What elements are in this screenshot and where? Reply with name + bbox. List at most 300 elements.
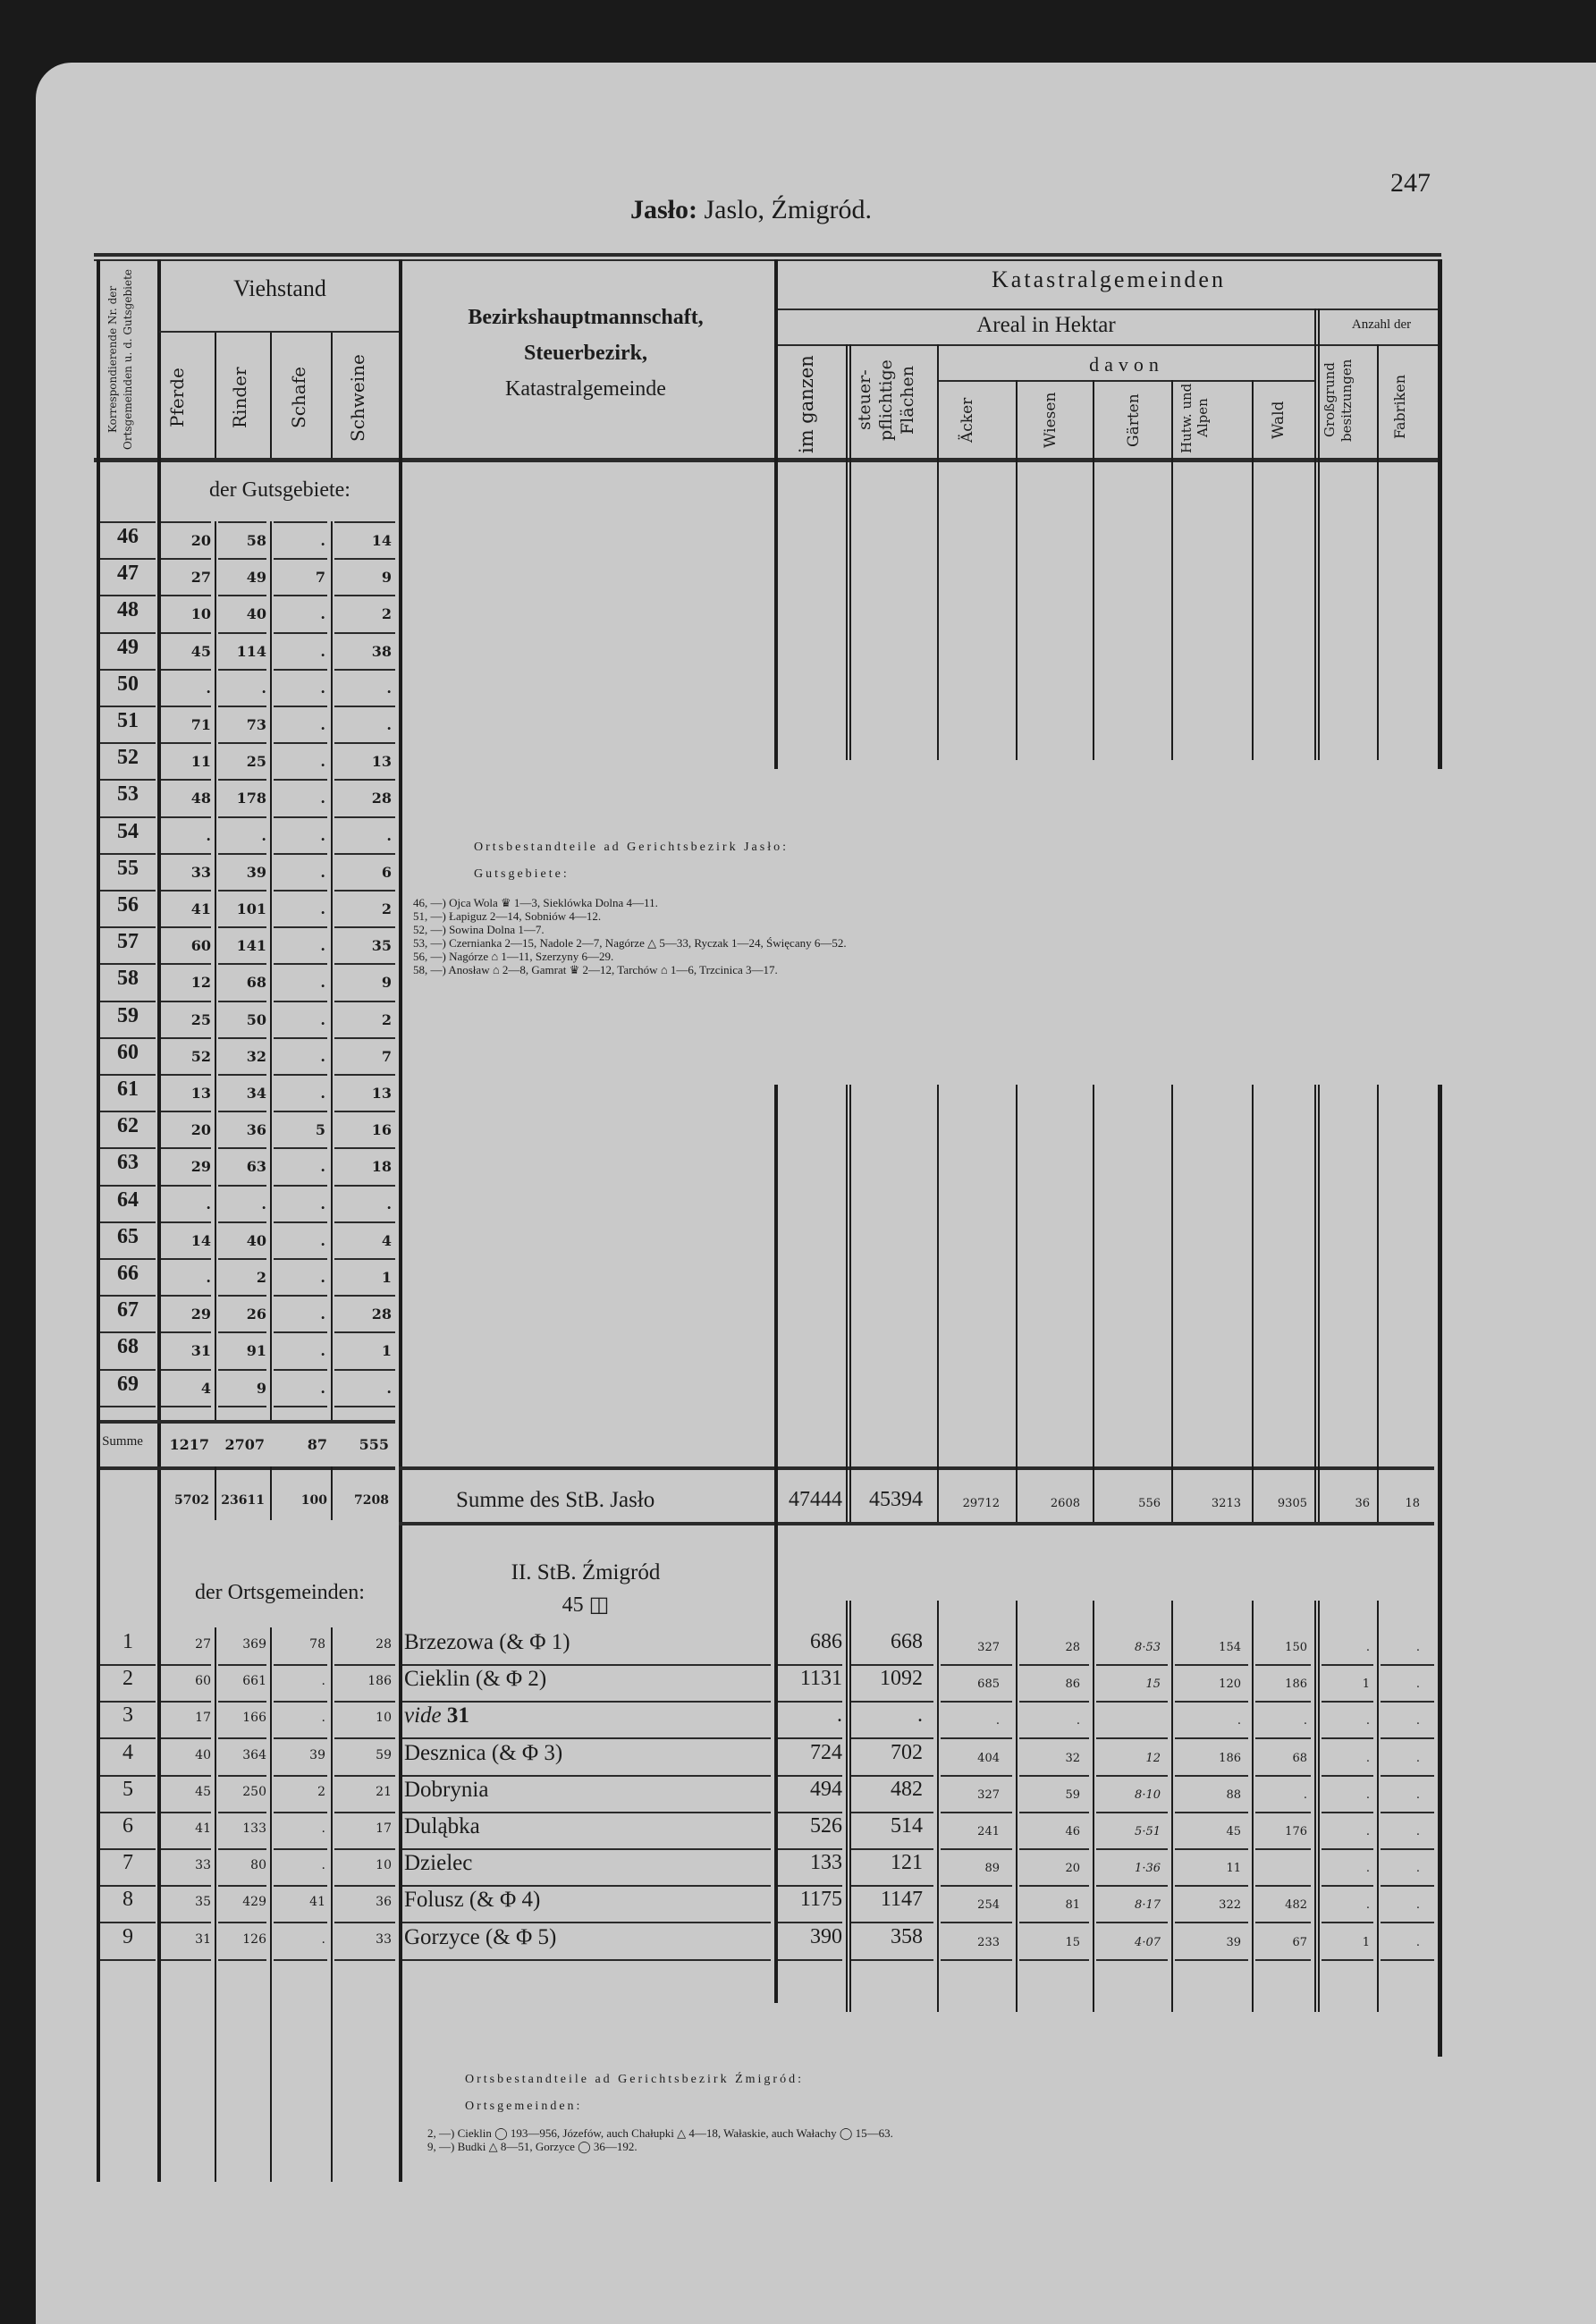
grid-hline	[1255, 1664, 1311, 1666]
grid-hline	[334, 558, 395, 560]
cell-rinder: 661	[242, 1674, 266, 1688]
grid-hline	[334, 706, 395, 707]
cell-rinder: 63	[246, 1158, 266, 1175]
grid-hline	[218, 1812, 266, 1813]
grid-hline	[161, 1406, 211, 1407]
cell-rinder: .	[261, 680, 266, 697]
cell-aecker: 327	[977, 1641, 1000, 1654]
grid-hline	[778, 1664, 842, 1666]
cell-schafe: .	[320, 827, 325, 844]
grid-vline	[1438, 259, 1442, 769]
header-aecker: Äcker	[958, 397, 976, 444]
cell-pferde: 31	[190, 1342, 211, 1359]
grid-vline	[1318, 1466, 1320, 1522]
grid-hline	[334, 779, 395, 781]
grid-hline	[100, 816, 156, 818]
grid-hline	[1019, 1701, 1089, 1703]
katastralgemeinde-name: Duląbka	[404, 1814, 480, 1838]
grid-hline	[218, 1775, 266, 1777]
grid-hline	[274, 1885, 327, 1887]
grid-hline	[778, 1812, 842, 1813]
stb-jaslo-label: Summe des StB. Jasło	[456, 1488, 655, 1512]
grid-hline	[274, 1812, 327, 1813]
cell-schafe: .	[320, 1011, 325, 1028]
stb-jaslo-wald: 9305	[1277, 1497, 1307, 1510]
grid-hline	[1381, 1701, 1434, 1703]
cell-rinder: 25	[246, 753, 266, 770]
grid-hline	[851, 1885, 933, 1887]
grid-hline	[334, 1848, 395, 1850]
grid-hline	[161, 1221, 211, 1223]
grid-hline	[100, 1885, 156, 1887]
grid-hline	[161, 1074, 211, 1076]
grid-hline	[274, 1369, 327, 1371]
grid-hline	[1096, 1848, 1168, 1850]
grid-hline	[94, 259, 1441, 261]
grid-hline	[100, 1737, 156, 1739]
grid-vline	[1093, 380, 1094, 458]
cell-im-ganzen: .	[837, 1703, 842, 1727]
cell-schafe: .	[321, 1858, 325, 1872]
grid-hline	[1175, 1959, 1248, 1961]
grid-hline	[778, 1885, 842, 1887]
cell-hutw: 322	[1219, 1898, 1241, 1912]
cell-schafe: .	[320, 1232, 325, 1249]
header-davon: davon	[1089, 353, 1164, 376]
cell-fabriken: .	[1415, 1862, 1420, 1875]
grid-hline	[218, 558, 266, 560]
katastralgemeinde-name: Dobrynia	[404, 1778, 489, 1802]
stb-zmigrod-title: II. StB. Źmigród	[511, 1560, 661, 1585]
cell-rinder: 34	[246, 1085, 266, 1102]
row-number: 63	[117, 1151, 139, 1174]
katastralgemeinde-name: Gorzyce (& Φ 5)	[404, 1925, 557, 1949]
grid-hline	[274, 1737, 327, 1739]
grid-hline	[218, 1221, 266, 1223]
cell-grossgrund: .	[1365, 1825, 1370, 1838]
cell-grossgrund: .	[1365, 1862, 1370, 1875]
cell-rinder: 58	[246, 532, 266, 549]
cell-schafe: .	[320, 716, 325, 733]
grid-hline	[161, 1037, 211, 1039]
grid-vline	[1252, 1466, 1254, 1522]
grid-vline	[937, 458, 939, 760]
cell-pferde: 40	[195, 1748, 211, 1762]
cell-pferde: 13	[190, 1085, 211, 1102]
grid-hline	[1175, 1737, 1248, 1739]
grid-hline	[100, 558, 156, 560]
grid-hline	[778, 308, 1438, 310]
grid-hline	[1255, 1775, 1311, 1777]
cell-gaerten: 4·07	[1135, 1936, 1161, 1949]
grid-hline	[274, 816, 327, 818]
grid-vline	[1171, 380, 1173, 458]
grid-hline	[334, 1221, 395, 1223]
grid-hline	[274, 963, 327, 965]
cell-pferde: 33	[195, 1858, 211, 1872]
row-number: 59	[117, 1004, 139, 1027]
cell-schafe: .	[320, 1380, 325, 1397]
row-number: 66	[117, 1262, 139, 1285]
grid-hline	[159, 331, 399, 333]
cell-pferde: 10	[190, 605, 211, 622]
grid-hline	[1019, 1848, 1089, 1850]
grid-hline	[100, 595, 156, 596]
header-wiesen: Wiesen	[1042, 392, 1060, 449]
grid-hline	[274, 669, 327, 671]
grid-hline	[161, 706, 211, 707]
summe-pferde: 1217	[169, 1436, 209, 1453]
row-number: 50	[117, 672, 139, 696]
grid-hline	[274, 1258, 327, 1260]
cell-schweine: 186	[367, 1674, 392, 1688]
cell-schweine: 1	[381, 1342, 392, 1359]
cell-rinder: 36	[246, 1121, 266, 1138]
grid-vline	[937, 1466, 939, 1522]
cell-rinder: 141	[236, 937, 266, 954]
grid-hline	[334, 1258, 395, 1260]
grid-hline	[1096, 1737, 1168, 1739]
summe-schafe: 87	[307, 1436, 327, 1453]
cell-aecker: 233	[977, 1936, 1000, 1949]
vide-ref: 31	[441, 1703, 469, 1728]
cell-pferde: 14	[190, 1232, 211, 1249]
cell-schweine: 10	[376, 1858, 392, 1872]
vide-text: vide	[404, 1703, 442, 1728]
row-number: 51	[117, 709, 139, 732]
grid-hline	[218, 1295, 266, 1297]
grid-hline	[1381, 1885, 1434, 1887]
katastralgemeinde-name: Dzielec	[404, 1851, 473, 1875]
header-grossgrund: Großgrund besitzungen	[1322, 359, 1355, 442]
grid-hline	[1096, 1922, 1168, 1923]
header-katastralgemeinden: Katastralgemeinden	[992, 266, 1226, 292]
grid-hline	[334, 1111, 395, 1112]
cell-schafe: .	[320, 605, 325, 622]
grid-hline	[100, 1848, 156, 1850]
cell-hutw: 39	[1226, 1936, 1241, 1949]
cell-schafe: .	[321, 1821, 325, 1836]
grid-hline	[100, 706, 156, 707]
note-line: 56, —) Nagórze ⌂ 1—11, Szerzyny 6—29.	[413, 950, 614, 963]
grid-hline	[161, 1369, 211, 1371]
cell-fabriken: .	[1415, 1936, 1420, 1949]
cell-wiesen: 28	[1065, 1641, 1080, 1654]
grid-hline	[1322, 1775, 1373, 1777]
grid-hline	[1322, 1922, 1373, 1923]
cell-schweine: 16	[371, 1121, 392, 1138]
cell-wiesen: 86	[1065, 1678, 1080, 1691]
cell-pferde: .	[206, 680, 211, 697]
cell-im-ganzen: 390	[810, 1925, 842, 1948]
grid-hline	[1175, 1701, 1248, 1703]
katastralgemeinde-name: Folusz (& Φ 4)	[404, 1888, 541, 1912]
grid-hline	[100, 632, 156, 634]
grid-hline	[274, 1775, 327, 1777]
grid-hline	[402, 1885, 771, 1887]
grid-hline	[100, 1331, 156, 1333]
grid-hline	[100, 890, 156, 892]
cell-rinder: 26	[246, 1306, 266, 1323]
grid-hline	[274, 890, 327, 892]
cell-schafe: 78	[309, 1637, 325, 1652]
stb-jaslo-rinder: 23611	[221, 1493, 265, 1508]
grid-hline	[100, 1258, 156, 1260]
grid-hline	[1175, 1812, 1248, 1813]
notes-jaslo-heading: Ortsbestandteile ad Gerichtsbezirk Jasło:	[474, 841, 789, 854]
grid-hline	[334, 853, 395, 855]
grid-vline	[1016, 458, 1018, 760]
row-number: 58	[117, 967, 139, 990]
grid-vline	[846, 1990, 848, 2012]
cell-schafe: .	[320, 1306, 325, 1323]
cell-schafe: .	[320, 974, 325, 991]
cell-aecker: 89	[984, 1862, 1000, 1875]
katastralgemeinde-name: Cieklin (& Φ 2)	[404, 1667, 547, 1691]
header-wald: Wald	[1270, 401, 1288, 440]
grid-vline	[1314, 308, 1316, 458]
grid-hline	[161, 1737, 211, 1739]
cell-schweine: .	[386, 680, 392, 697]
grid-hline	[161, 1664, 211, 1666]
grid-vline	[1314, 1990, 1316, 2012]
grid-hline	[218, 1111, 266, 1112]
grid-hline	[402, 1737, 771, 1739]
cell-pferde: 11	[190, 753, 211, 770]
grid-hline	[1381, 1812, 1434, 1813]
cell-grossgrund: .	[1365, 1788, 1370, 1802]
header-anzahl: Anzahl der	[1351, 317, 1412, 332]
grid-hline	[274, 1922, 327, 1923]
cell-schafe: 2	[317, 1785, 325, 1799]
cell-schweine: 59	[376, 1748, 392, 1762]
cell-pferde: 20	[190, 1121, 211, 1138]
cell-schafe: .	[320, 1048, 325, 1065]
header-areal: Areal in Hektar	[976, 313, 1116, 337]
row-number: 56	[117, 893, 139, 917]
row-number: 57	[117, 930, 139, 953]
label-ortsgemeinden: der Ortsgemeinden:	[195, 1581, 365, 1604]
cell-wiesen: 32	[1065, 1752, 1080, 1765]
summe-label: Summe	[102, 1434, 143, 1449]
grid-hline	[334, 926, 395, 928]
row-number: 53	[117, 782, 139, 806]
grid-hline	[218, 669, 266, 671]
grid-hline	[851, 1701, 933, 1703]
cell-schafe: .	[320, 937, 325, 954]
cell-schweine: 18	[371, 1158, 392, 1175]
summe-schweine: 555	[359, 1436, 389, 1453]
grid-vline	[1016, 380, 1018, 458]
grid-vline	[331, 1627, 333, 2182]
grid-hline	[100, 853, 156, 855]
cell-schweine: .	[386, 1380, 392, 1397]
grid-vline	[846, 458, 848, 760]
grid-hline	[402, 1701, 771, 1703]
cell-schafe: .	[321, 1711, 325, 1725]
grid-hline	[274, 1037, 327, 1039]
grid-hline	[1322, 1812, 1373, 1813]
cell-pferde: 48	[190, 790, 211, 807]
grid-hline	[218, 963, 266, 965]
grid-vline	[1314, 1085, 1316, 1480]
cell-schweine: 33	[376, 1932, 392, 1947]
page-number: 247	[1390, 168, 1431, 198]
cell-schafe: .	[320, 1342, 325, 1359]
cell-rinder: .	[261, 827, 266, 844]
grid-hline	[161, 1111, 211, 1112]
grid-vline	[1377, 1990, 1379, 2012]
cell-schweine: 2	[381, 605, 392, 622]
row-number: 3	[122, 1703, 133, 1727]
grid-hline	[218, 521, 266, 523]
cell-aecker: 685	[977, 1678, 1000, 1691]
grid-hline	[100, 1111, 156, 1112]
grid-hline	[1175, 1922, 1248, 1923]
grid-hline	[1019, 1885, 1089, 1887]
grid-hline	[274, 926, 327, 928]
cell-wald: 68	[1292, 1752, 1307, 1765]
grid-vline	[215, 521, 216, 1420]
grid-hline	[334, 1369, 395, 1371]
cell-pferde: 35	[195, 1895, 211, 1909]
grid-vline	[1318, 1601, 1320, 2003]
row-number: 61	[117, 1077, 139, 1101]
cell-aecker: 404	[977, 1752, 1000, 1765]
cell-hutw: 88	[1226, 1788, 1241, 1802]
cell-rinder: 114	[236, 643, 266, 660]
grid-hline	[218, 816, 266, 818]
katastralgemeinde-name	[404, 1703, 469, 1728]
grid-vline	[1093, 1990, 1094, 2012]
grid-hline	[851, 1848, 933, 1850]
cell-pferde: 12	[190, 974, 211, 991]
row-number: 55	[117, 857, 139, 880]
grid-hline	[100, 1664, 156, 1666]
grid-hline	[161, 963, 211, 965]
cell-rinder: 429	[242, 1895, 266, 1909]
grid-hline	[334, 1812, 395, 1813]
grid-vline	[1016, 1466, 1018, 1522]
cell-pferde: 27	[190, 569, 211, 586]
cell-im-ganzen: 1131	[799, 1667, 842, 1690]
grid-hline	[1019, 1775, 1089, 1777]
grid-vline	[1377, 1466, 1379, 1522]
cell-schafe: .	[320, 1269, 325, 1286]
grid-hline	[218, 1258, 266, 1260]
header-steuerpfl: steuer-pflichtige Flächen	[855, 359, 917, 441]
cell-schweine: 17	[376, 1821, 392, 1836]
cell-wiesen: 81	[1065, 1898, 1080, 1912]
grid-hline	[1381, 1922, 1434, 1923]
grid-hline	[334, 1922, 395, 1923]
grid-hline	[218, 632, 266, 634]
grid-hline	[161, 1001, 211, 1002]
header-schafe: Schafe	[288, 367, 309, 429]
grid-hline	[1255, 1701, 1311, 1703]
grid-hline	[778, 1959, 842, 1961]
cell-fabriken: .	[1415, 1788, 1420, 1802]
grid-vline	[846, 1466, 848, 1522]
note-line: 53, —) Czernianka 2—15, Nadole 2—7, Nagórze △ 5—33, Ryczak 1—24, Święcany 6—52.	[413, 936, 847, 950]
grid-hline	[274, 742, 327, 744]
cell-schweine: 28	[371, 1306, 392, 1323]
notes-zmigrod-heading: Ortsbestandteile ad Gerichtsbezirk Źmigród:	[465, 2073, 804, 2086]
grid-hline	[1255, 1848, 1311, 1850]
grid-hline	[218, 1001, 266, 1002]
grid-hline	[100, 669, 156, 671]
grid-hline	[778, 1737, 842, 1739]
cell-schweine: 2	[381, 1011, 392, 1028]
grid-hline	[161, 1147, 211, 1149]
grid-hline	[161, 1331, 211, 1333]
stb-jaslo-pferde: 5702	[174, 1493, 209, 1508]
cell-schweine: 2	[381, 900, 392, 917]
grid-vline	[1377, 1601, 1379, 2003]
cell-schafe: .	[321, 1932, 325, 1947]
header-im-ganzen: im ganzen	[796, 355, 817, 454]
row-number: 65	[117, 1225, 139, 1248]
grid-hline	[941, 1885, 1012, 1887]
row-number: 1	[122, 1630, 133, 1653]
grid-hline	[1096, 1701, 1168, 1703]
grid-hline	[1175, 1775, 1248, 1777]
grid-hline	[218, 779, 266, 781]
grid-hline	[218, 1701, 266, 1703]
grid-hline	[218, 1737, 266, 1739]
cell-wald: 150	[1285, 1641, 1307, 1654]
cell-pferde: 33	[190, 864, 211, 881]
cell-hutw: 45	[1226, 1825, 1241, 1838]
cell-schafe: .	[320, 864, 325, 881]
cell-pferde: 25	[190, 1011, 211, 1028]
grid-hline	[274, 595, 327, 596]
note-line: 9, —) Budki △ 8—51, Gorzyce ◯ 36—192.	[427, 2140, 638, 2153]
grid-vline	[1252, 458, 1254, 760]
grid-hline	[161, 816, 211, 818]
cell-fabriken: .	[1415, 1641, 1420, 1654]
grid-vline	[270, 521, 272, 1420]
cell-gaerten: 5·51	[1135, 1825, 1161, 1838]
cell-rinder: 32	[246, 1048, 266, 1065]
grid-hline	[778, 1848, 842, 1850]
row-number: 46	[117, 525, 139, 548]
header-bezirk-3: Katastralgemeinde	[505, 377, 666, 401]
cell-fabriken: .	[1415, 1752, 1420, 1765]
grid-hline	[851, 1812, 933, 1813]
grid-hline	[1255, 1885, 1311, 1887]
row-number: 62	[117, 1114, 139, 1137]
grid-hline	[100, 1775, 156, 1777]
cell-schweine: 13	[371, 753, 392, 770]
cell-wald: 482	[1285, 1898, 1307, 1912]
cell-schweine: 6	[381, 864, 392, 881]
grid-hline	[100, 1922, 156, 1923]
cell-gaerten: 15	[1145, 1678, 1161, 1691]
grid-hline	[1096, 1812, 1168, 1813]
grid-hline	[941, 1812, 1012, 1813]
row-number: 2	[122, 1667, 133, 1690]
cell-pferde: 29	[190, 1306, 211, 1323]
grid-hline	[334, 963, 395, 965]
grid-hline	[1175, 1848, 1248, 1850]
note-line: 46, —) Ojca Wola ♛ 1—3, Sieklówka Dolna 4—11.	[413, 896, 658, 909]
cell-schweine: 38	[371, 643, 392, 660]
cell-schafe: 41	[309, 1895, 325, 1909]
grid-hline	[1381, 1737, 1434, 1739]
cell-schweine: .	[386, 1196, 392, 1213]
grid-hline	[851, 1664, 933, 1666]
